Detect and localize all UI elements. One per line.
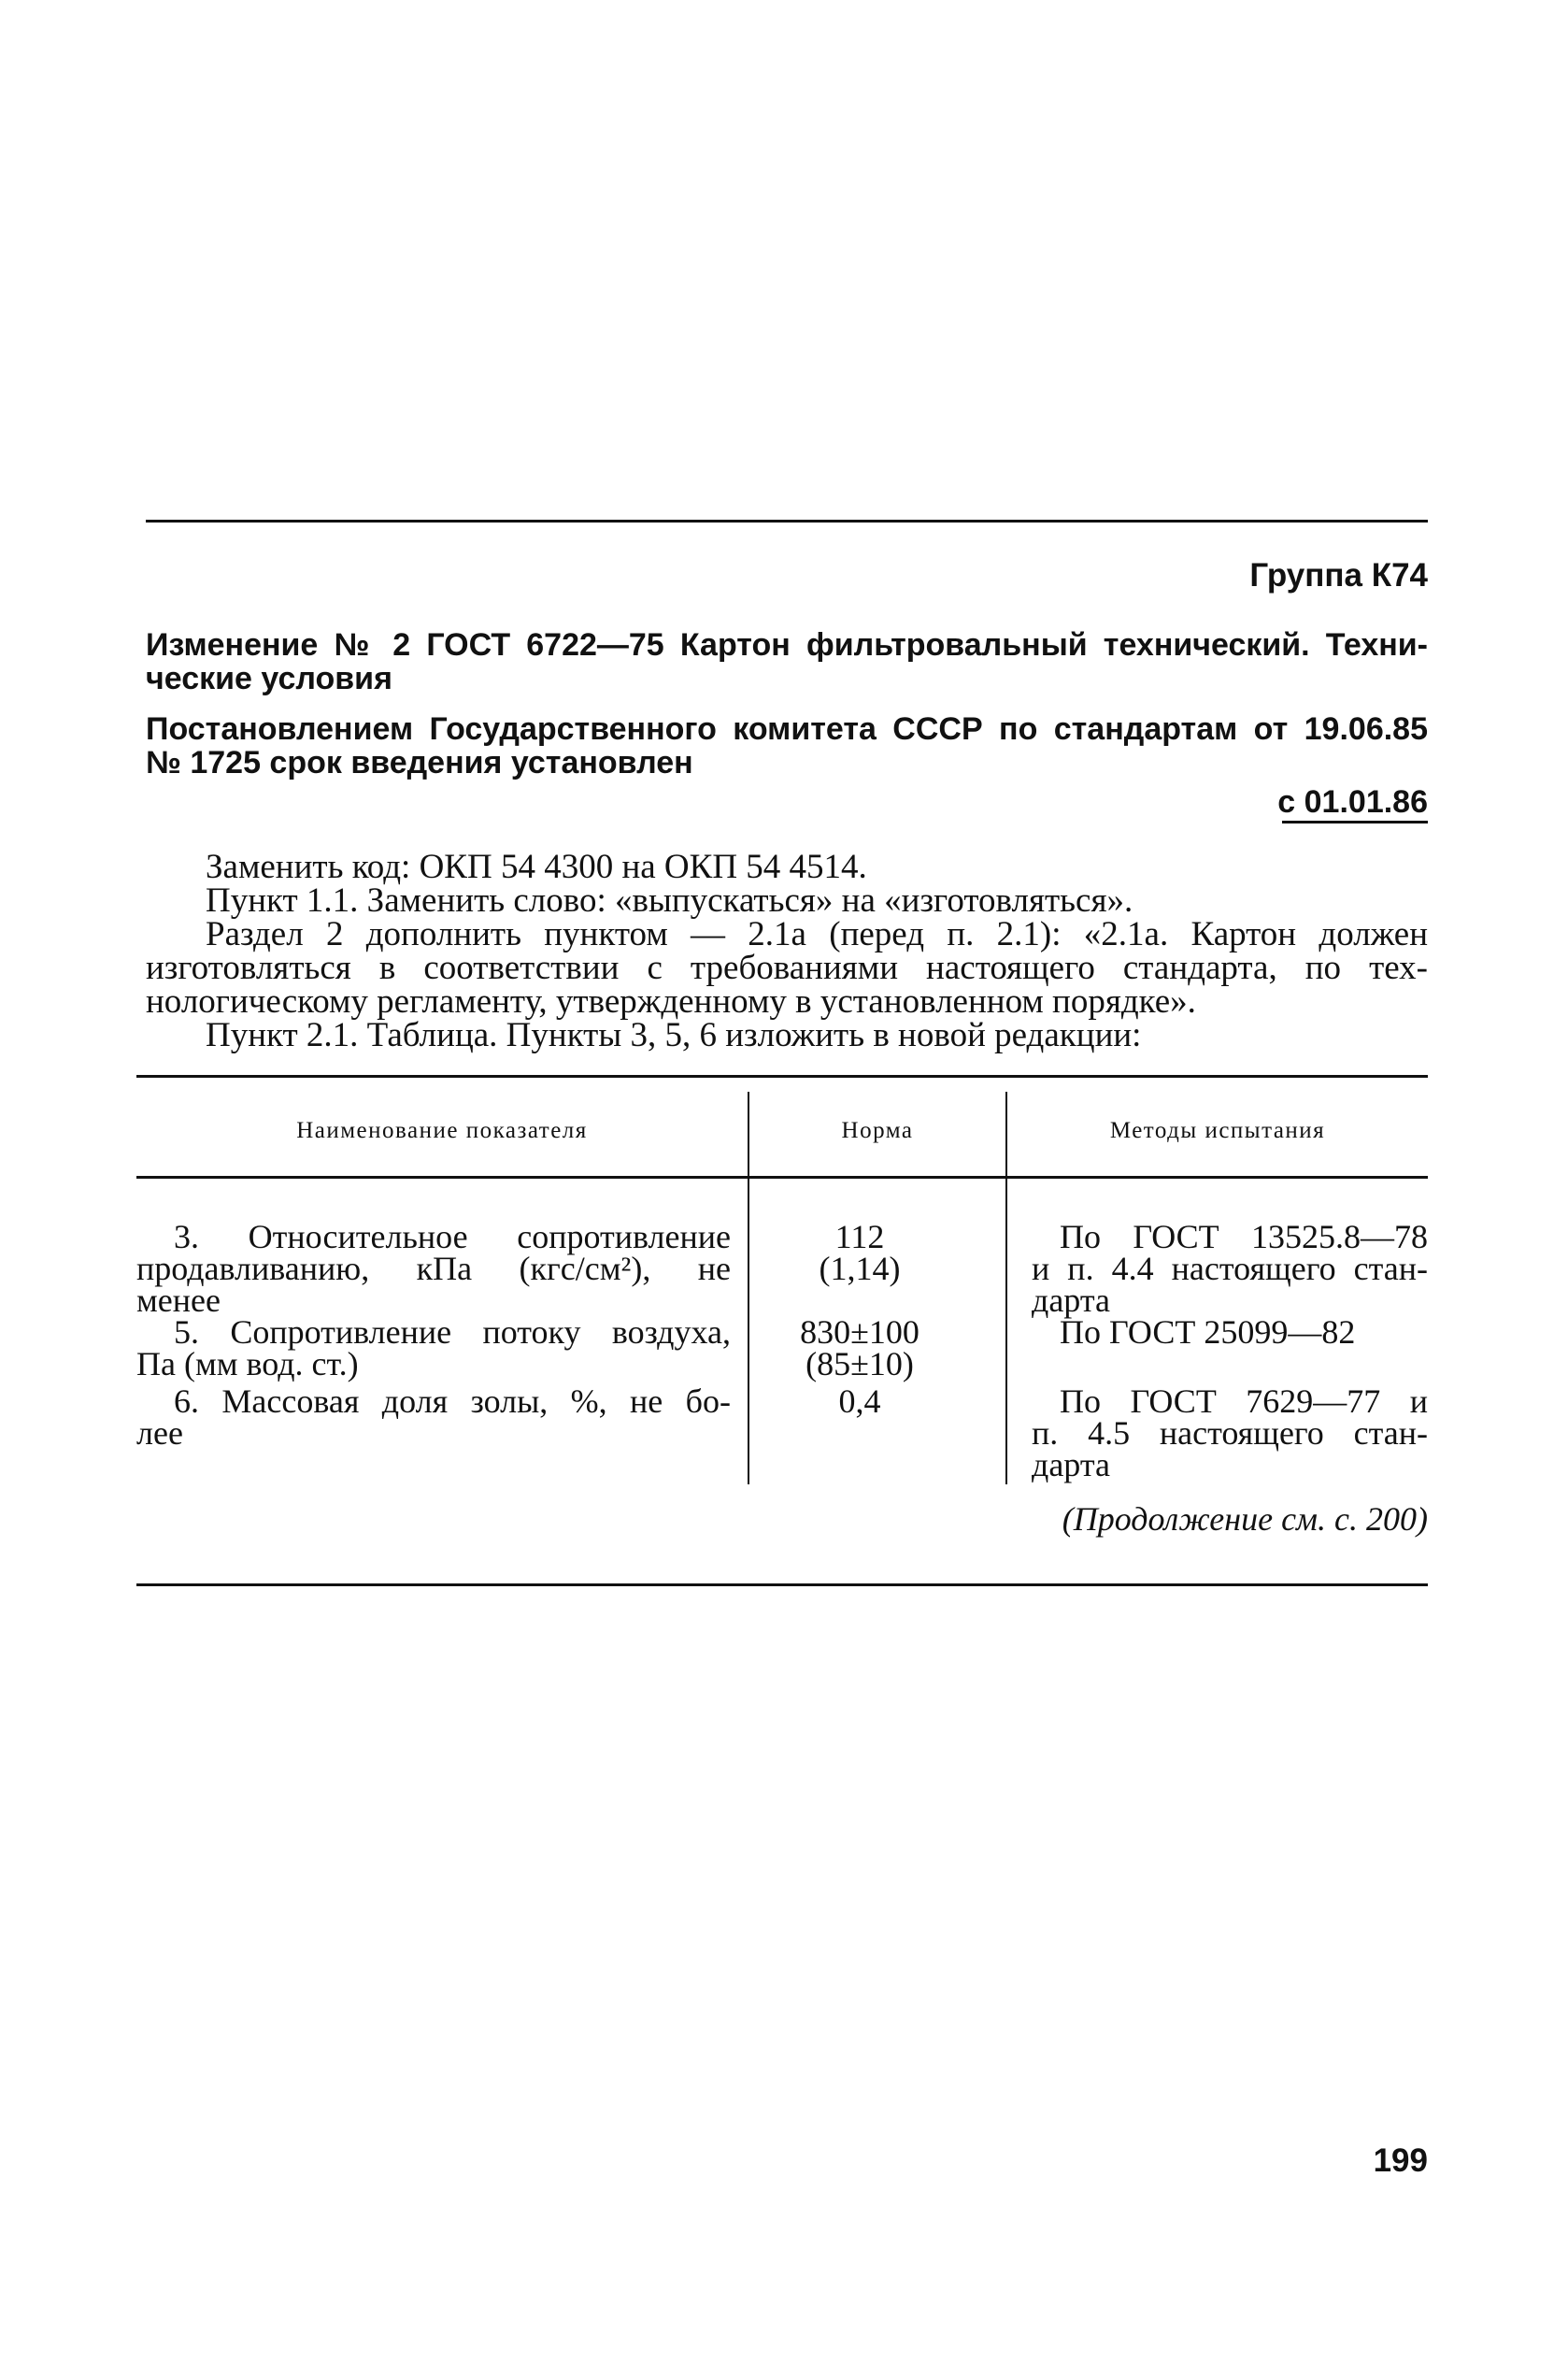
table-header-name: Наименование показателя [296, 1118, 588, 1143]
paragraph-section-2-line1: Раздел 2 дополнить пунктом — 2.1а (перед п. 2.1): «2.1а. Картон должен [206, 915, 1428, 953]
row3-method-line1: По ГОСТ 13525.8—78 [1060, 1218, 1428, 1255]
table-divider-2 [1005, 1092, 1007, 1484]
row5-method-line1: По ГОСТ 25099—82 [1060, 1313, 1356, 1351]
decree-line2: № 1725 срок введения установлен [146, 745, 693, 781]
amendment-title-line2: ческие условия [146, 661, 392, 696]
row5-norm-mmwater: (85±10) [805, 1345, 914, 1382]
paragraph-section-2-line2: изготовляться в соответствии с требованиями настоящего стандарта, по тех- [146, 949, 1428, 987]
table-divider-1 [748, 1092, 749, 1484]
paragraph-code: Заменить код: ОКП 54 4300 на ОКП 54 4514. [206, 848, 867, 886]
table-header-rule [136, 1176, 1428, 1179]
row6-method-line2: п. 4.5 настоящего стан- [1032, 1414, 1428, 1452]
row5-norm-value: 830±100 [800, 1313, 919, 1351]
row3-norm-kgf: (1,14) [819, 1250, 901, 1287]
row6-name-line1: 6. Массовая доля золы, %, не бо- [174, 1382, 731, 1420]
paragraph-section-2-line3: нологическому регламенту, утвержденному в установленном порядке». [146, 982, 1196, 1021]
effective-date-underline [1282, 821, 1428, 823]
row3-name-line2: продавливанию, кПа (кгс/см²), не [136, 1250, 731, 1287]
row3-norm-value: 112 [834, 1218, 885, 1255]
effective-date: с 01.01.86 [1277, 784, 1428, 820]
row3-method-line3: дарта [1032, 1282, 1110, 1319]
table-header-norm: Норма [841, 1118, 914, 1143]
row6-method-line1: По ГОСТ 7629—77 и [1060, 1382, 1428, 1420]
table-top-rule [136, 1075, 1428, 1078]
group-label: Группа К74 [1249, 557, 1428, 594]
row5-name-line2: Па (мм вод. ст.) [136, 1345, 359, 1382]
table-header-methods: Методы испытания [1109, 1118, 1326, 1143]
row5-name-line1: 5. Сопротивление потоку воздуха, [174, 1313, 731, 1351]
decree-line1: Постановлением Государственного комитета СССР по стандартам от 19.06.85 [146, 711, 1428, 747]
continuation-note: (Продолжение см. с. 200) [1062, 1500, 1428, 1538]
amendment-title-line1: Изменение № 2 ГОСТ 6722—75 Картон фильтровальный технический. Техни- [146, 627, 1428, 663]
paragraph-table-intro: Пункт 2.1. Таблица. Пункты 3, 5, 6 изложить в новой редакции: [206, 1016, 1142, 1054]
top-rule [146, 520, 1428, 523]
row6-norm-value: 0,4 [838, 1382, 881, 1420]
row6-method-line3: дарта [1032, 1446, 1110, 1483]
row3-method-line2: и п. 4.4 настоящего стан- [1032, 1250, 1428, 1287]
paragraph-item-1-1: Пункт 1.1. Заменить слово: «выпускаться» на «изготовляться». [206, 881, 1133, 920]
bottom-rule [136, 1583, 1428, 1586]
row3-name-line3: менее [136, 1282, 221, 1319]
row6-name-line2: лее [136, 1414, 183, 1452]
page-number: 199 [1373, 2142, 1428, 2179]
row3-name-line1: 3. Относительное сопротивление [174, 1218, 731, 1255]
